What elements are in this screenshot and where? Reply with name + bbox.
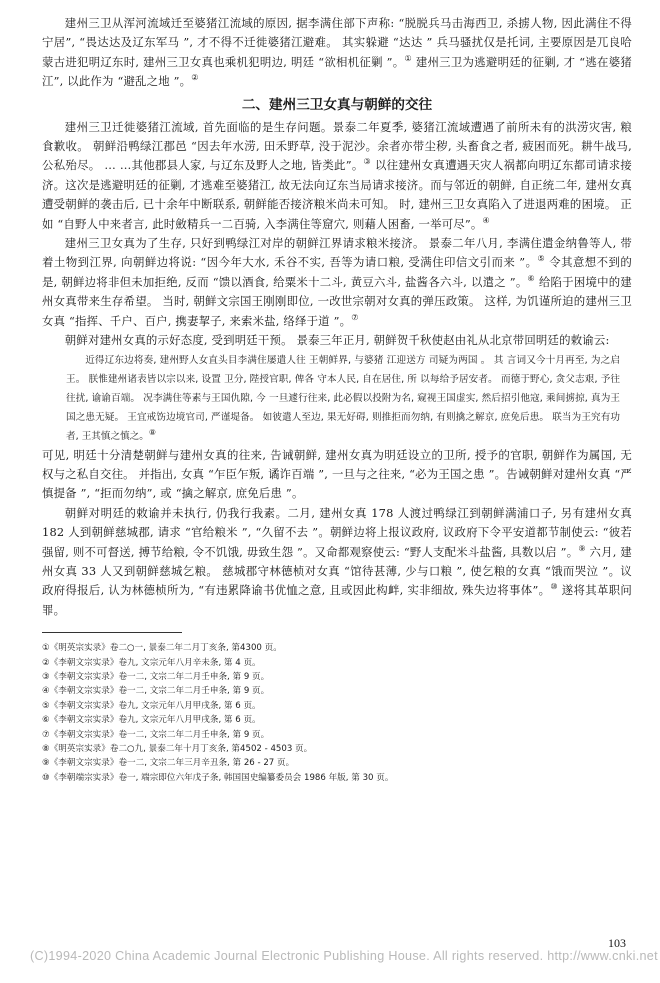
footnote-item: ⑧《明英宗实录》卷二○九, 景泰二年十月丁亥条, 第4502 - 4503 页。 xyxy=(42,744,313,754)
footnote-divider xyxy=(42,632,182,633)
footnotes xyxy=(42,641,632,785)
footnote-ref[interactable]: ⑦ xyxy=(351,312,359,322)
footnote-item: ⑥《李朝文宗实录》卷九, 文宗元年八月甲戌条, 第 6 页。 xyxy=(42,715,261,726)
footnote-item: ⑨《李朝文宗实录》卷一二, 文宗二年三月辛丑条, 第 26 - 27 页。 xyxy=(42,758,295,769)
footnote-ref[interactable]: ④ xyxy=(482,215,490,225)
footnote-item: ⑤《李朝文宗实录》卷九, 文宗元年八月甲戌条, 第 6 页。 xyxy=(42,700,261,711)
footnote-item: ③《李朝文宗实录》卷一二, 文宗二年二月壬申条, 第 9 页。 xyxy=(42,671,270,682)
footnote-item: ④《李朝文宗实录》卷一二, 文宗二年二月壬申条, 第 9 页。 xyxy=(42,686,270,697)
article-page xyxy=(42,14,632,785)
footnote-item: ⑩《李朝端宗实录》卷一, 端宗即位六年戊子条, 韩国国史编纂委员会 1986 年版, 第 30 页。 xyxy=(42,772,394,783)
footnote-ref[interactable]: ⑤ xyxy=(537,254,546,264)
paragraph-intro: 建州三卫从浑河流域迁至婆猪江流域的原因, 据李满住部下声称: “脱脱兵马击海西卫, 杀掳人物, 因此满住不得宁居”, “畏达达及辽东军马 ”, 才不得不迁徙婆猪江避难。 其实躲避 “达达 ” 兵马骚扰仅是托词, 主要原因是兀良哈蒙古进犯明辽东时, 建州三卫女真也乘机犯明边, 明廷 “欲相机征剿 ”。① 建州三卫为逃避明廷的征剿, 才 “逃在婆猪江”, 以此作为 “避乱之地 ”。② xyxy=(42,16,632,89)
footnote-ref[interactable]: ⑧ xyxy=(148,427,157,437)
paragraph-disaster: 建州三卫迁徙婆猪江流域, 首先面临的是生存问题。景泰二年夏季, 婆猪江流域遭遇了前所未有的洪涝灾害, 粮食歉收。 朝鲜沿鸭绿江郡邑 “因去年水涝, 田禾野草, 没于泥沙。余者亦带尘秽, 头畜食之者, 疲困而死。耕牛战马, 公私殆尽。 … …其他郡县人家, 与辽东及野人之地, 皆类此”。③ 以往建州女真遭遇天灾人祸都向明辽东都司请求接济。这次是逃避明廷的征剿, 才逃难至婆猪江, 故无法向辽东当局请求接济。而与邻近的朝鲜, 自正统二年, 建州女真遭受朝鲜的袭击后, 已十余年中断联系, 朝鲜能否接济粮米尚未可知。 时, 建州三卫女真陷入了进退两难的困境。 正如 “自野人中来者言, 此时斂精兵一二百骑, 入李满住等窟穴, 则藉人困畜, 一举可尽”。④ xyxy=(42,119,632,231)
paragraph-analysis: 可见, 明廷十分清楚朝鲜与建州女真的往来, 告诫朝鲜, 建州女真为明廷设立的卫所, 授予的官职, 朝鲜作为属国, 无权与之私自交往。 并指出, 女真 “乍臣乍叛, 谲诈百端 ”, 一旦与之往来, “必为王国之患 ”。告诫朝鲜对建州女真 “严慎提备 ”, “拒而勿纳”, 或 “擒之解京, 庶免后患 ”。 xyxy=(42,447,632,501)
edict-quote: 近得辽东边将奏, 建州野人女直头目李满住屡遣人往 王朝鲜界, 与婆猪 江迎送方 司疑为两国 。 其 言词又今十月再至, 为之启王。 朕惟建州诸表皆以宗以来, 设置 卫分, 陛授官职, 俾各 守本人民, 自在居住, 所 以每给予居安者。 而德于野心, 贪父志艰, 予往往扰, 谕谕百端。 况李满住等素与王国仇隙, 今 一旦遽行往来, 此必假以投附为名, 窥视王国虚实, 然后招引他寇, 乘间掳掠, 真为王国之患无疑。 王宜戒饬边境官司, 严谨堤备。 如彼遣人至边, 果无好碍, 则推拒而勿纳, 有则擒之解京, 庶免后患。 联当为王究有功者, 王其慎之慎之。⑧ xyxy=(66,354,620,442)
footnote-ref[interactable]: ③ xyxy=(363,157,372,167)
footnote-item: ⑦《李朝文宗实录》卷一二, 文宗二年二月壬申条, 第 9 页。 xyxy=(42,729,270,740)
footnote-item: ①《明英宗实录》卷二○一, 景泰二年二月丁亥条, 第4300 页。 xyxy=(42,643,282,654)
footnote-ref[interactable]: ⑥ xyxy=(527,274,535,284)
footnote-ref[interactable]: ② xyxy=(191,73,199,83)
footnote-ref[interactable]: ⑨ xyxy=(578,543,586,553)
paragraph-ming-intervention: 朝鲜对建州女真的示好态度, 受到明廷干预。 景泰三年正月, 朝鲜贺千秋使赵由礼从北京带回明廷的敕谕云: xyxy=(64,333,610,348)
footnote-ref[interactable]: ⑩ xyxy=(550,582,558,592)
page-number: 103 xyxy=(608,936,626,950)
footnote-item: ②《李朝文宗实录》卷九, 文宗元年八月辛未条, 第 4 页。 xyxy=(42,657,261,668)
paragraph-noncompliance: 朝鲜对明廷的敕谕并未执行, 仍我行我素。二月, 建州女真 178 人渡过鸭绿江到朝鲜满浦口子, 另有建州女真 182 人到朝鲜慈城郡, 请求 “官给粮米 ”, “久留不去 ”。朝鲜边将上报议政府, 议政府下令平安道都节制使云: “彼若强留, 则不可督送, 搏节给粮, 令不饥饿, 毋致生怨 ”。又命都观察使云: “野人支配米斗盐酱, 具数以启 ”。⑨ 六月, 建州女真 33 人又到朝鲜慈城乞粮。 慈城郡守林德桢对女真 “馆待甚薄, 少与口粮 ”, 使乞粮的女真 “饿而哭泣 ”。议政府得报后, 认为林德桢所为, “有违累降谕书优恤之意, 且或因此构衅, 实非细故, 殊失边将事体”。⑩ 遂将其革职问罪。 xyxy=(42,505,633,617)
footnote-ref[interactable]: ① xyxy=(404,54,412,64)
section-heading: 二、建州三卫女真与朝鲜的交往 xyxy=(241,96,433,113)
copyright-watermark: (C)1994-2020 China Academic Journal Electronic Publishing House. All rights reserved. http://www.cnki.net xyxy=(30,949,658,963)
paragraph-relief: 建州三卫女真为了生存, 只好到鸭绿江对岸的朝鲜江界请求粮米接济。 景泰二年八月, 李满住遣金纳鲁等人, 带着土物到江界, 向朝鲜边将说: “因今年大水, 禾谷不实, 吾等为请口粮, 受满住印信文引而来 ”。⑤ 令其意想不到的是, 朝鲜边将非但未加拒绝, 反而 “馈以酒食, 给粟米十二斗, 黄豆六斗, 盐酱各六斗, 以遣之 ”。⑥ 给陷于困境中的建州女真带来生存希望。 当时, 朝鲜文宗国王刚刚即位, 一改世宗朝对女真的弹压政策。 这样, 为饥谨所迫的建州三卫女真 “指挥、千户、百户, 携妻挈子, 来索米盐, 络绎于道 ”。⑦ xyxy=(42,236,633,328)
